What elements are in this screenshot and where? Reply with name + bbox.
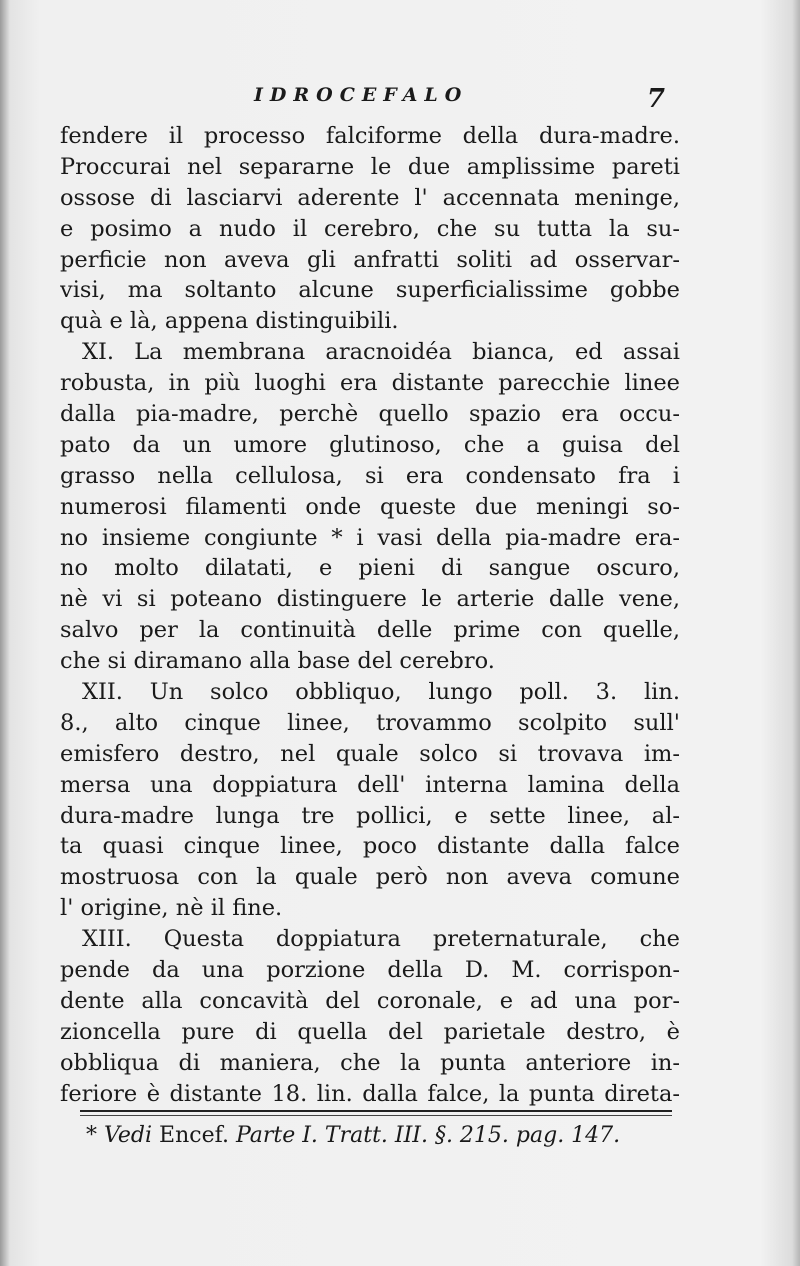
footnote bbox=[86, 1123, 686, 1148]
text-line: quà e là, appena distinguibili. bbox=[60, 308, 399, 335]
text-line: dura-madre lunga tre pollici, e sette linee, al- bbox=[60, 802, 680, 829]
running-head: IDROCEFALO bbox=[254, 84, 469, 106]
text-line: no molto dilatati, e pieni di sangue oscuro, bbox=[60, 555, 680, 582]
text-line: grasso nella cellulosa, si era condensato fra i bbox=[60, 462, 680, 489]
text-line: ossose di lasciarvi aderente l' accennata meninge, bbox=[60, 184, 680, 211]
text-line: pato da un umore glutinoso, che a guisa del bbox=[60, 431, 680, 458]
text-line: emisfero destro, nel quale solco si trovava im- bbox=[60, 740, 680, 767]
section-xii-start: XII. Un solco obbliquo, lungo poll. 3. lin. bbox=[82, 679, 680, 706]
text-line: e posimo a nudo il cerebro, che su tutta la su- bbox=[60, 215, 680, 242]
text-line: mersa una doppiatura dell' interna lamina della bbox=[60, 771, 680, 798]
text-line: fendere il processo falciforme della dura-madre. bbox=[60, 123, 680, 149]
text-line: robusta, in più luoghi era distante parecchie linee bbox=[60, 370, 680, 397]
text-line: zioncella pure di quella del parietale destro, è bbox=[60, 1018, 680, 1045]
text-line: mostruosa con la quale però non aveva comune bbox=[60, 864, 680, 891]
text-line: dente alla concavità del coronale, e ad una por- bbox=[60, 987, 680, 1014]
section-xi-start: XI. La membrana aracnoidéa bianca, ed assai bbox=[82, 339, 680, 366]
text-line: l' origine, nè il fine. bbox=[60, 895, 283, 922]
text-line: no insieme congiunte * i vasi della pia-madre era- bbox=[60, 524, 680, 551]
page-header bbox=[60, 84, 675, 120]
footnote-rule-thin bbox=[80, 1115, 672, 1116]
footnote-rule bbox=[80, 1110, 672, 1112]
footnote-encef: Encef. bbox=[159, 1123, 229, 1148]
text-line: numerosi filamenti onde queste due meningi so- bbox=[60, 493, 680, 520]
text-line: visi, ma soltanto alcune superficialissime gobbe bbox=[60, 277, 680, 304]
text-line: pende da una porzione della D. M. corrispon- bbox=[60, 957, 680, 984]
page-number: 7 bbox=[646, 84, 665, 114]
text-line: che si diramano alla base del cerebro. bbox=[60, 648, 495, 675]
text-line: perficie non aveva gli anfratti soliti ad osservar- bbox=[60, 246, 680, 273]
footnote-vedi: Vedi bbox=[104, 1123, 153, 1148]
section-xiii-start: XIII. Questa doppiatura preternaturale, che bbox=[82, 926, 680, 953]
text-line: dalla pia-madre, perchè quello spazio era occu- bbox=[60, 401, 680, 428]
text-line: obbliqua di maniera, che la punta anteriore in- bbox=[60, 1049, 680, 1076]
footnote-reference: Parte I. Tratt. III. §. 215. pag. 147. bbox=[235, 1123, 621, 1148]
text-line: nè vi si poteano distinguere le arterie dalle vene, bbox=[60, 586, 680, 613]
footnote-mark: * bbox=[86, 1123, 97, 1148]
body-text bbox=[60, 121, 680, 1110]
text-line: ta quasi cinque linee, poco distante dalla falce bbox=[60, 833, 680, 860]
text-line: salvo per la continuità delle prime con quelle, bbox=[60, 617, 680, 644]
text-line: feriore è distante 18. lin. dalla falce, la punta direta- bbox=[60, 1080, 680, 1107]
text-line: Proccurai nel separarne le due amplissime pareti bbox=[60, 153, 680, 180]
text-line: 8., alto cinque linee, trovammo scolpito sull' bbox=[60, 709, 680, 736]
